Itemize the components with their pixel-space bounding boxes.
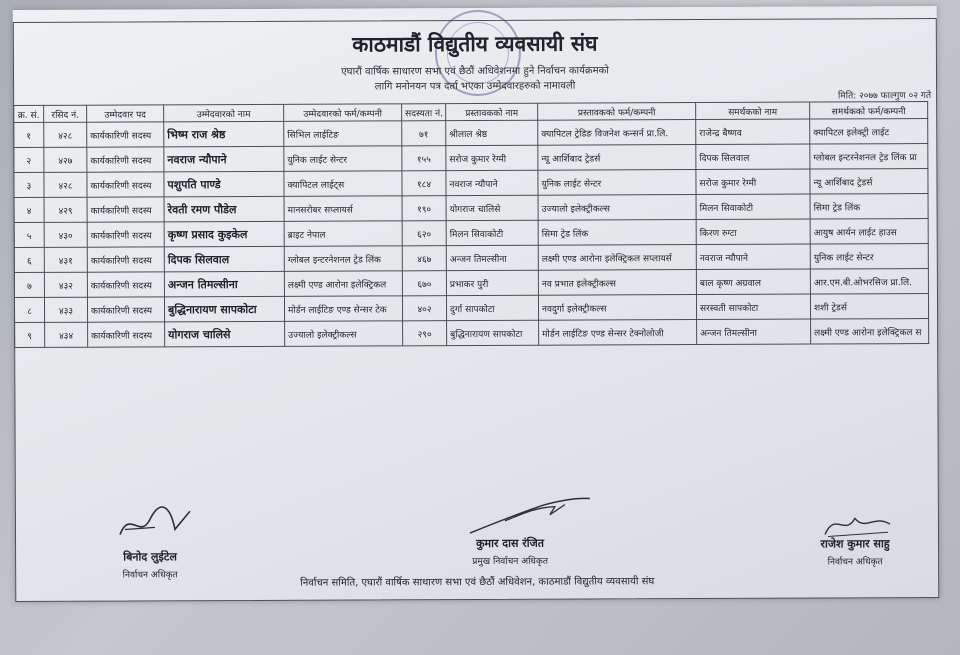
signatory-name-3: राजेश कुमार साहु <box>820 537 890 551</box>
signatory-role-1: निर्वाचन अधिकृत <box>122 570 178 581</box>
cell-serial: ७ <box>14 272 44 297</box>
cell-post: कार्यकारिणी सदस्य <box>87 197 164 222</box>
col-header-serial: क्र. सं. <box>14 105 44 122</box>
signatory-name-1: बिनोद लुईटेल <box>123 550 177 564</box>
cell-candidate-name: अन्जन तिमल्सीना <box>164 271 284 297</box>
cell-proposer-firm: क्यापिटल ट्रेडिङ विजनेश कन्सर्न प्रा.लि. <box>538 120 696 146</box>
cell-supporter-firm: युनिक लाईट सेन्टर <box>810 244 928 270</box>
cell-membership: ७१ <box>402 121 446 146</box>
cell-supporter-firm: सिमा ट्रेड लिंक <box>810 194 928 220</box>
cell-post: कार्यकारिणी सदस्य <box>87 272 164 297</box>
cell-receipt: ४३१ <box>44 247 87 272</box>
cell-post: कार्यकारिणी सदस्य <box>87 147 164 172</box>
cell-serial: ८ <box>14 297 44 322</box>
cell-proposer-firm: नवदुर्गा इलेक्ट्रीकल्स <box>538 295 696 321</box>
col-header-proposer-name: प्रस्तावकको नाम <box>446 103 538 120</box>
subtitle-line-1: एघारौं वार्षिक साधारण सभा एवं छैठौं अधिवेशनमा हुने निर्वाचन कार्यक्रमको <box>341 65 609 78</box>
cell-candidate-firm: युनिक लाईट सेन्टर <box>284 146 402 172</box>
cell-post: कार्यकारिणी सदस्य <box>88 322 165 347</box>
cell-supporter-name: सरोज कुमार रेग्मी <box>696 169 810 194</box>
committee-footer: निर्वाचन समिति, एघारौं वार्षिक साधारण सभा एवं छैठौं अधिवेशन, काठमाडौं विद्युतीय व्यवसायी संघ <box>300 576 655 589</box>
cell-proposer-name: नवराज न्यौपाने <box>446 170 538 195</box>
cell-proposer-name: अन्जन तिमल्सीना <box>446 245 538 270</box>
cell-receipt: ४३२ <box>44 272 87 297</box>
cell-receipt: ४३३ <box>44 297 87 322</box>
cell-receipt: ४२७ <box>44 147 87 172</box>
signature-block-3 <box>785 536 925 568</box>
signature-block-2 <box>430 536 590 568</box>
cell-candidate-name: दिपक सिलवाल <box>164 246 284 272</box>
cell-serial: ६ <box>14 247 44 272</box>
cell-supporter-firm: आयुष आर्यन लाईट हाउस <box>810 219 928 245</box>
col-header-proposer-firm: प्रस्तावकको फर्म/कम्पनी <box>538 103 696 121</box>
cell-post: कार्यकारिणी सदस्य <box>87 172 164 197</box>
document-date: मिति: २०७७ फाल्गुण ०२ गते <box>837 91 932 102</box>
cell-candidate-name: भिष्म राज श्रेष्ठ <box>164 121 284 147</box>
col-header-supporter-name: समर्थकको नाम <box>696 102 810 119</box>
signatory-name-2: कुमार दास रंजित <box>476 536 545 551</box>
cell-membership: ६२० <box>402 221 446 246</box>
cell-candidate-firm: सिभिल लाईटिङ <box>284 121 402 147</box>
candidate-table <box>13 101 929 348</box>
cell-proposer-name: मिलन सिवाकोटी <box>446 220 538 245</box>
cell-post: कार्यकारिणी सदस्य <box>87 222 164 247</box>
cell-proposer-firm: मोर्डन लाईटिङ एण्ड सेन्सर टेक्नोलोजी <box>539 320 697 346</box>
cell-proposer-name: योगराज चालिसे <box>446 195 538 220</box>
cell-proposer-name: प्रभाकर पुरी <box>446 270 538 295</box>
col-header-candidate-name: उम्मेदवारको नाम <box>164 104 284 122</box>
cell-membership: १८४ <box>402 171 446 196</box>
signatory-role-3: निर्वाचन अधिकृत <box>827 557 883 568</box>
col-header-candidate-firm: उम्मेदवारको फर्म/कम्पनी <box>284 104 402 122</box>
cell-serial: ४ <box>14 197 44 222</box>
cell-proposer-firm: न्यू आर्शिबाद ट्रेडर्स <box>538 145 696 171</box>
cell-candidate-firm: ब्राइट नेपाल <box>284 221 402 247</box>
cell-membership: १५५ <box>402 146 446 171</box>
cell-candidate-firm: मोर्डन लाईटिङ एण्ड सेन्सर टेक <box>284 296 402 322</box>
table-row <box>15 319 929 348</box>
cell-candidate-firm: लक्ष्मी एण्ड आरोना इलेक्ट्रिकल <box>284 271 402 297</box>
cell-supporter-name: किरण रुग्टा <box>696 219 810 244</box>
cell-proposer-firm: उज्यालो इलेक्ट्रीकल्स <box>538 195 696 221</box>
cell-supporter-name: मिलन सिवाकोटी <box>696 194 810 219</box>
cell-membership: १९० <box>402 196 446 221</box>
cell-supporter-firm: आर.एम.बी.ओभरसिज प्रा.लि. <box>810 269 928 295</box>
signature-scribble-1 <box>115 499 195 544</box>
cell-proposer-name: बुद्धिनारायण सापकोटा <box>447 320 539 345</box>
cell-receipt: ४३४ <box>45 322 88 347</box>
cell-proposer-firm: सिमा ट्रेड लिंक <box>538 220 696 246</box>
cell-supporter-name: दिपक सिलवाल <box>696 144 810 169</box>
col-header-receipt: रसिद नं. <box>44 105 87 122</box>
cell-supporter-name: बाल कृष्ण अग्रवाल <box>696 269 810 294</box>
cell-candidate-firm: मानसरोबर सप्लायर्स <box>284 196 402 222</box>
page-title: काठमाडौं विद्युतीय व्यवसायी संघ <box>352 31 598 57</box>
cell-supporter-firm: लक्ष्मी एण्ड आरोना इलेक्ट्रिकल स <box>811 319 929 345</box>
cell-serial: ३ <box>14 172 44 197</box>
cell-candidate-firm: क्यापिटल लाईट्स <box>284 171 402 197</box>
cell-candidate-name: बुद्धिनारायण सापकोटा <box>164 296 284 322</box>
cell-supporter-name: अन्जन तिमल्सीना <box>697 319 811 344</box>
cell-proposer-firm: युनिक लाईट सेन्टर <box>538 170 696 196</box>
cell-receipt: ४२८ <box>44 172 87 197</box>
cell-serial: २ <box>14 147 44 172</box>
cell-supporter-firm: ग्लोबल इन्टरनेशनल ट्रेड लिंक प्रा <box>810 144 928 170</box>
cell-supporter-name: सरस्वती सापकोटा <box>696 294 810 319</box>
cell-candidate-name: नवराज न्यौपाने <box>164 146 284 172</box>
col-header-supporter-firm: समर्थकको फर्म/कम्पनी <box>810 102 928 120</box>
cell-proposer-firm: लक्ष्मी एण्ड आरोना इलेक्ट्रिकल सप्लायर्स <box>538 245 696 271</box>
col-header-post: उम्मेदवार पद <box>87 105 164 122</box>
cell-supporter-firm: न्यू आर्शिबाद ट्रेडर्स <box>810 169 928 195</box>
subtitle-line-2: लागि मनोनयन पत्र दर्ता भएका उम्मेदवारहरुको नामावली <box>374 80 576 93</box>
cell-candidate-firm: उज्यालो इलेक्ट्रीकल्स <box>285 321 403 347</box>
cell-post: कार्यकारिणी सदस्य <box>87 122 164 147</box>
cell-serial: ५ <box>14 222 44 247</box>
cell-receipt: ४३० <box>44 222 87 247</box>
cell-proposer-firm: नव प्रभात इलेक्ट्रीकल्स <box>538 270 696 296</box>
signatory-role-2: प्रमुख निर्वाचन अधिकृत <box>472 556 549 568</box>
cell-candidate-name: पशुपति पाण्डे <box>164 171 284 197</box>
cell-candidate-firm: ग्लोबल इन्टरनेशनल ट्रेड लिंक <box>284 246 402 272</box>
cell-proposer-name: दुर्गा सापकोटा <box>446 295 538 320</box>
cell-proposer-name: सरोज कुमार रेग्मी <box>446 145 538 170</box>
cell-candidate-name: रेवती रमण पौडेल <box>164 196 284 222</box>
signature-scribble-2 <box>465 492 595 538</box>
cell-membership: ४०२ <box>402 296 446 321</box>
cell-membership: ४६७ <box>402 246 446 271</box>
cell-post: कार्यकारिणी सदस्य <box>87 297 164 322</box>
cell-membership: २९० <box>403 321 447 346</box>
cell-supporter-firm: क्यापिटल इलेक्ट्री लाईट <box>810 119 928 145</box>
cell-serial: १ <box>14 122 44 147</box>
cell-supporter-firm: शशी ट्रेडर्स <box>810 294 928 320</box>
cell-proposer-name: श्रीलाल श्रेष्ठ <box>446 120 538 145</box>
cell-post: कार्यकारिणी सदस्य <box>87 247 164 272</box>
document-sheet <box>13 6 940 602</box>
col-header-membership: सदस्यता नं. <box>402 104 446 121</box>
cell-candidate-name: योगराज चालिसे <box>165 321 285 347</box>
cell-receipt: ४२९ <box>44 197 87 222</box>
cell-receipt: ४२८ <box>44 122 87 147</box>
cell-candidate-name: कृष्ण प्रसाद कुइकेल <box>164 221 284 247</box>
cell-membership: ६७० <box>402 271 446 296</box>
cell-serial: ९ <box>15 322 45 347</box>
cell-supporter-name: नवराज न्यौपाने <box>696 244 810 269</box>
cell-supporter-name: राजेन्द्र बैष्णव <box>696 119 810 144</box>
